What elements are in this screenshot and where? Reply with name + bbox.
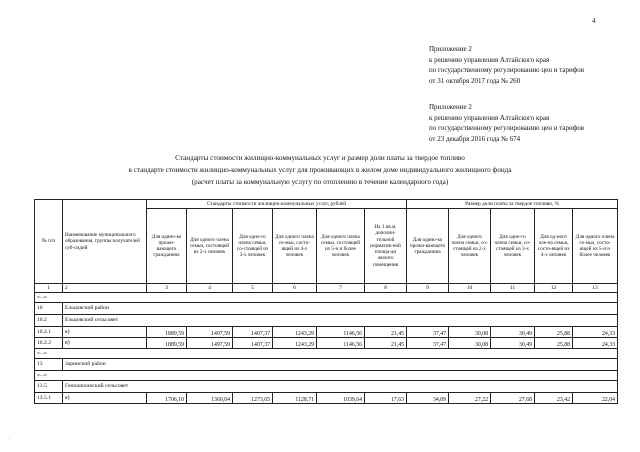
value-cell: 1243,29 xyxy=(273,327,317,338)
header-standard-family-5: Для одного члена семьи, состоящей из 5-и и более человек xyxy=(317,209,365,284)
table-row xyxy=(35,338,618,349)
column-number: 9 xyxy=(407,284,449,293)
column-number: 1 xyxy=(35,284,63,293)
section-fill xyxy=(187,303,618,315)
value-cell: 1889,59 xyxy=(147,338,187,349)
document-heading-line-3: (расчет платы за коммунальную услугу по отоплению в течение календарного года) xyxy=(191,178,449,186)
value-cell: 17,63 xyxy=(365,393,407,404)
header-share-family-3: Для одно-го члена семьи, со-стоящей из 3-х человек xyxy=(491,209,535,284)
appendix-current xyxy=(429,44,584,86)
column-number: 10 xyxy=(449,284,491,293)
appendix-line: от 23 декабря 2016 года № 674 xyxy=(429,134,521,143)
value-cell: 30,08 xyxy=(449,327,491,338)
value-cell: 21,45 xyxy=(365,327,407,338)
section-fill xyxy=(187,381,618,393)
value-cell: 30,49 xyxy=(491,338,535,349)
section-row xyxy=(35,359,618,371)
value-cell: 1407,37 xyxy=(233,327,273,338)
value-cell: 23,42 xyxy=(535,393,573,404)
column-number: 6 xyxy=(273,284,317,293)
appendix-line: к решению управления Алтайского края xyxy=(429,113,550,122)
row-code: 10 xyxy=(35,303,63,315)
column-number: 4 xyxy=(187,284,233,293)
margin-mark: ¦ xyxy=(9,437,11,442)
table-row xyxy=(35,327,618,338)
appendix-line: от 31 октября 2017 года № 260 xyxy=(429,76,521,85)
value-cell: 21,45 xyxy=(365,338,407,349)
value-cell: 1243,29 xyxy=(273,338,317,349)
ellipsis-row xyxy=(35,371,618,381)
header-standard-family-4: Для одного члена се-мьи, состо-ящей из 4-х человек xyxy=(273,209,317,284)
header-row-number: № п/п xyxy=(35,200,63,284)
row-label: а) xyxy=(63,393,147,404)
value-cell: 1706,10 xyxy=(147,393,187,404)
row-code: 13.5 xyxy=(35,381,63,393)
appendix-line: Приложение 2 xyxy=(429,103,472,111)
section-name: Гоношихинский сельсовет xyxy=(63,381,187,393)
header-share-family-2: Для одного члена семьи, со-стоящей из 2-х человек xyxy=(449,209,491,284)
value-cell: 25,88 xyxy=(535,338,573,349)
section-name: Заринский район xyxy=(63,359,187,371)
column-number: 7 xyxy=(317,284,365,293)
header-standard-family-2: Для одного члена семьи, состоящей из 2-х человек xyxy=(187,209,233,284)
row-code: 10.2 xyxy=(35,315,63,327)
column-number-row xyxy=(35,284,618,293)
value-cell: 1497,59 xyxy=(187,338,233,349)
header-group-standards: Стандарты стоимости жилищно-коммунальных услуг, рублей xyxy=(147,200,407,209)
column-number: 5 xyxy=(233,284,273,293)
header-municipality: Наименование муниципального образования, группы получателей суб-сидий xyxy=(63,200,147,284)
row-label: а) xyxy=(63,327,147,338)
value-cell: 37,47 xyxy=(407,338,449,349)
header-group-fuel-share: Размер доли платы за твердое топливо, % xyxy=(407,200,618,209)
section-fill xyxy=(187,315,618,327)
value-cell: 24,33 xyxy=(573,338,618,349)
section-row xyxy=(35,315,618,327)
appendix-line: по государственному регулированию цен и тарифов xyxy=(429,66,585,75)
ellipsis-cell: «...» xyxy=(35,293,618,303)
page-number: 4 xyxy=(592,17,596,25)
appendix-line: по государственному регулированию цен и тарифов xyxy=(429,124,585,133)
section-fill xyxy=(187,359,618,371)
value-cell: 1497,59 xyxy=(187,327,233,338)
standards-table xyxy=(34,199,618,404)
value-cell: 1360,04 xyxy=(187,393,233,404)
appendix-line: к решению управления Алтайского края xyxy=(429,55,550,64)
section-row xyxy=(35,381,618,393)
column-number: 2 xyxy=(63,284,147,293)
value-cell: 25,88 xyxy=(535,327,573,338)
header-share-family-5: Для одного члена се-мьи, состо-ящей из 5-и и более человек xyxy=(573,209,618,284)
header-share-single: Для одино-ко прожи-вающего гражданина xyxy=(407,209,449,284)
value-cell: 37,47 xyxy=(407,327,449,338)
document-heading-line-2: в стандарте стоимости жилищно-коммунальных услуг для проживающих в жилом доме индивидуального жилищного фонда xyxy=(128,166,512,174)
ellipsis-row xyxy=(35,293,618,303)
ellipsis-row xyxy=(35,349,618,359)
value-cell: 1889,59 xyxy=(147,327,187,338)
column-number: 12 xyxy=(535,284,573,293)
column-number: 3 xyxy=(147,284,187,293)
value-cell: 1146,56 xyxy=(317,327,365,338)
value-cell: 22,04 xyxy=(573,393,618,404)
ellipsis-cell: «...» xyxy=(35,349,618,359)
row-code: 13.5.1 xyxy=(35,393,63,404)
value-cell: 27,22 xyxy=(449,393,491,404)
header-share-family-4: Для од-ного чле-на семьи, состо-ящей из 4-х человек xyxy=(535,209,573,284)
section-name: Ельцовский район xyxy=(63,303,187,315)
row-code: 13 xyxy=(35,359,63,371)
column-number: 13 xyxy=(573,284,618,293)
section-name: Ельцовский сельсовет xyxy=(63,315,187,327)
header-standard-extra-area: На 1 кв.м. дополни-тельной норматив-ной площа-ди жилого помещения xyxy=(365,209,407,284)
value-cell: 1273,65 xyxy=(233,393,273,404)
ellipsis-cell: «...» xyxy=(35,371,618,381)
header-standard-single: Для одино-ко прожи-вающего гражданина xyxy=(147,209,187,284)
table-row xyxy=(35,393,618,404)
section-row xyxy=(35,303,618,315)
value-cell: 1146,56 xyxy=(317,338,365,349)
value-cell: 1128,71 xyxy=(273,393,317,404)
row-label: в) xyxy=(63,338,147,349)
appendix-line: Приложение 2 xyxy=(429,45,472,53)
value-cell: 1407,37 xyxy=(233,338,273,349)
value-cell: 34,09 xyxy=(407,393,449,404)
column-number: 11 xyxy=(491,284,535,293)
column-number: 8 xyxy=(365,284,407,293)
document-heading-line-1: Стандарты стоимости жилищно-коммунальных услуг и размер доли платы за твердое топливо xyxy=(175,154,465,162)
value-cell: 30,08 xyxy=(449,338,491,349)
appendix-previous xyxy=(429,102,584,144)
value-cell: 1039,64 xyxy=(317,393,365,404)
value-cell: 27,68 xyxy=(491,393,535,404)
row-code: 10.2.2 xyxy=(35,338,63,349)
row-code: 10.2.1 xyxy=(35,327,63,338)
header-standard-family-3: Для одно-го члена семьи, со-стоящей из 3-х человек xyxy=(233,209,273,284)
value-cell: 30,49 xyxy=(491,327,535,338)
value-cell: 24,33 xyxy=(573,327,618,338)
